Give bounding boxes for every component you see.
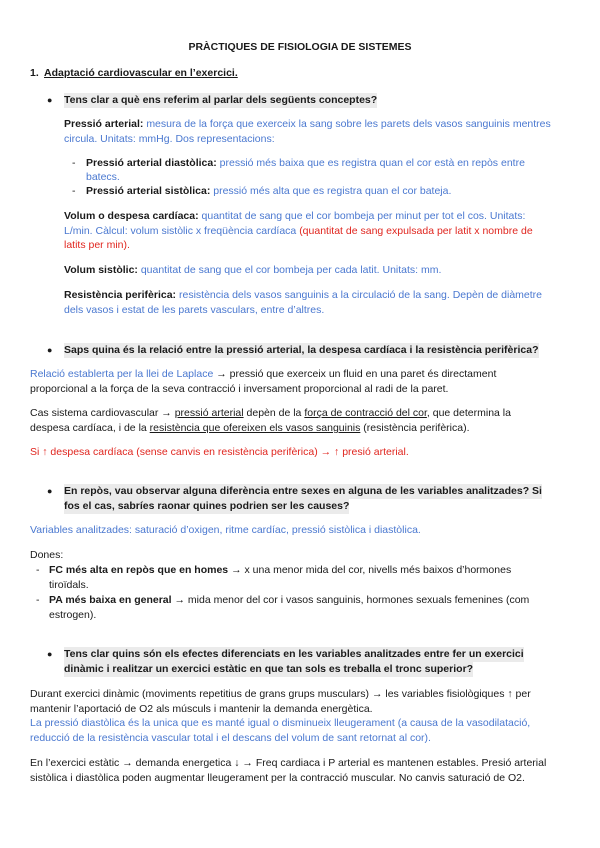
volum-minut-calc: L/min. Càlcul: volum sistòlic x freqüència cardíaca [64, 225, 297, 237]
cardio-case-b: depèn de la [246, 407, 302, 419]
section-number: 1. [30, 67, 39, 79]
volum-sistolic-line [64, 263, 441, 278]
dones-item-1-text: → x una menor mida del cor, nivells més baixos d’hormones [231, 564, 512, 576]
cardio-case-e: (resistència perifèrica). [363, 422, 470, 434]
dinamic-line-4: reducció de la resistència vascular total i el descans del volum de sant retornat al cor). [30, 732, 431, 744]
cardio-case-u1: pressió arterial [174, 407, 244, 419]
volum-minut-note: (quantitat de sang expulsada per latit x nombre de [299, 225, 533, 237]
question-bullet: ● [47, 345, 53, 355]
resistencia-line [64, 288, 542, 303]
list-dash: - [72, 185, 76, 197]
dones-item-2-line-2: estrogen). [49, 609, 97, 621]
resistencia-def-2: dels vasos i estat de les parets vasculars, entre d’altres. [64, 304, 325, 316]
sistolica-def: pressió més alta que es registra quan el cor bateja. [213, 185, 452, 197]
question-4-line-1: Tens clar quins són els efectes diferenciats en les variables analitzades entre fer un exercici [64, 648, 524, 660]
laplace-text: → pressió que exerceix un fluid en una paret és directament [216, 368, 497, 380]
estatic-line-1: En l’exercici estàtic → demanda energetica ↓ → Freq cardiaca i P arterial es mantenen estables. Presió arterial [30, 757, 547, 769]
dones-item-2-bold: PA més baixa en general [49, 594, 172, 606]
page-title: PRÀCTIQUES DE FISIOLOGIA DE SISTEMES [188, 41, 412, 53]
resistencia-term: Resistència perifèrica: [64, 289, 177, 301]
cardio-conclusion: Si ↑ despesa cardíaca (sense canvis en resistència perifèrica) → ↑ presió arterial. [30, 446, 409, 458]
cardio-case-d: despesa cardíaca, i de la [30, 422, 147, 434]
dinamic-line-1: Durant exercici dinàmic (moviments repetitius de grans grups musculars) → les variables fisiològiques ↑ per [30, 688, 531, 700]
dones-item-2-text: → mida menor del cor i vasos sanguinis, hormones sexuals femenines (com [174, 594, 530, 606]
list-dash: - [72, 157, 76, 169]
question-bullet: ● [47, 95, 53, 105]
volum-minut-line-2 [64, 224, 533, 239]
sistolica-term: Pressió arterial sistòlica: [86, 185, 211, 197]
laplace-line-2: proporcional a la força de la seva contracció i inversament proporcional al radi de la paret. [30, 383, 449, 395]
dones-item-1-bold: FC més alta en repòs que en homes [49, 564, 229, 576]
dinamic-line-2: mantenir l’aportació de O2 als músculs i mantenir la demanda energètica. [30, 703, 373, 715]
list-dash: - [36, 564, 40, 576]
pressio-arterial-line [64, 117, 551, 132]
resistencia-def: resistència dels vasos sanguinis a la circulació de la sang. Depèn de diàmetre [178, 289, 543, 301]
volum-minut-note-2: latits per min). [64, 239, 130, 251]
pressio-arterial-def: mesura de la força que exerceix la sang sobre les parets dels vasos sanguinis mentres [146, 118, 551, 130]
dones-label: Dones: [30, 549, 64, 561]
question-2: Saps quina és la relació entre la pressió arterial, la despesa cardíaca i la resistència perifèrica? [64, 344, 539, 356]
pressio-arterial-def-2: circula. Unitats: mmHg. Dos representacions: [64, 133, 275, 145]
cardio-case-u2: força de contracció del cor [304, 407, 427, 419]
diastolica-def-2: batecs. [86, 171, 120, 183]
question-1: Tens clar a què ens referim al parlar dels següents conceptes? [64, 94, 378, 106]
cardio-case-line [30, 406, 511, 421]
volum-sistolic-def: quantitat de sang que el cor bombeja per cada latit. Unitats: mm. [140, 264, 442, 276]
dinamic-line-3: La pressió diastòlica és la unica que es manté igual o disminueix lleugerament (a causa de la vasodilatació, [30, 717, 531, 729]
diastolica-line [86, 156, 525, 171]
cardio-case-a: Cas sistema cardiovascular → [30, 407, 172, 419]
question-3-line-1: En repòs, vau observar alguna diferència entre sexes en alguna de les variables analitzades? Si [64, 485, 542, 497]
list-dash: - [36, 594, 40, 606]
dones-item-1-line-2: tiroïdals. [49, 579, 89, 591]
laplace-line [30, 367, 496, 382]
volum-minut-def: quantitat de sang que el cor bombeja per minut per tot el cos. Unitats: [201, 210, 526, 222]
question-bullet: ● [47, 649, 53, 659]
diastolica-def: pressió més baixa que es registra quan el cor està en repòs entre [219, 157, 525, 169]
laplace-ref: Relació establerta per la llei de Laplace [30, 368, 214, 380]
pressio-arterial-term: Pressió arterial: [64, 118, 144, 130]
dones-item-2 [49, 593, 529, 608]
question-bullet: ● [47, 486, 53, 496]
cardio-case-u3: resistència que ofereixen els vasos sanguinis [149, 422, 361, 434]
dones-item-1 [49, 563, 511, 578]
question-3-line-2: fos el cas, sabríes raonar quines podrien ser les causes? [64, 500, 350, 512]
section-heading: Adaptació cardiovascular en l’exercici. [44, 67, 238, 79]
volum-sistolic-term: Volum sistòlic: [64, 264, 138, 276]
estatic-line-2: sistòlica i diastòlica poden augmentar lleugerament per la contracció muscular. No canvis saturació de O2. [30, 772, 525, 784]
sistolica-line [86, 184, 451, 199]
volum-minut-line [64, 209, 525, 224]
diastolica-term: Pressió arterial diastòlica: [86, 157, 217, 169]
question-4-line-2: dinàmic i realitzar un exercici estàtic en que tan sols es treballa el tronc superior? [64, 663, 474, 675]
variables-list: Variables analitzades: saturació d’oxigen, ritme cardíac, pressió sistòlica i diastòlica. [30, 524, 421, 536]
cardio-case-c: , que determina la [426, 407, 511, 419]
volum-minut-term: Volum o despesa cardíaca: [64, 210, 199, 222]
cardio-case-line-2 [30, 421, 470, 436]
